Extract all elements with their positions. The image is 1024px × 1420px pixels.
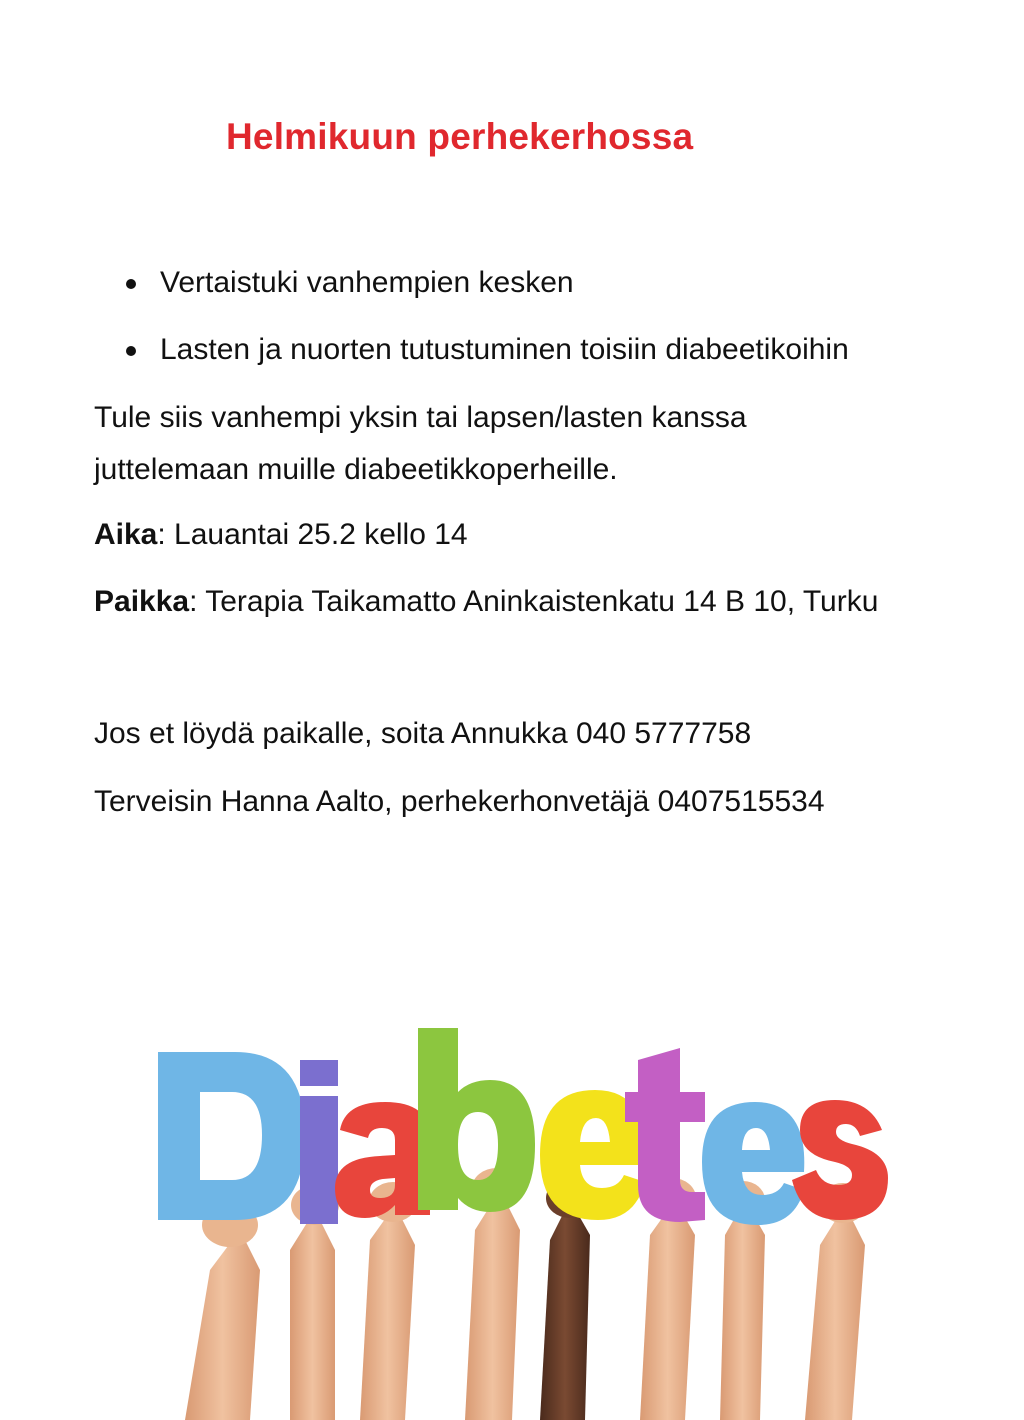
time-value: : Lauantai 25.2 kello 14 (157, 518, 468, 551)
time-line (94, 509, 468, 561)
invitation-paragraph (94, 392, 747, 496)
place-label: Paikka (94, 585, 190, 618)
page-title: Helmikuun perhekerhossa (226, 116, 694, 157)
letters-group (158, 1028, 888, 1225)
greeting-line: Terveisin Hanna Aalto, perhekerhonvetäjä 0407515534 (94, 785, 825, 818)
time-label: Aika (94, 518, 158, 551)
list-item (126, 327, 849, 373)
place-value: : Terapia Taikamatto Aninkaistenkatu 14 B 10, Turku (189, 585, 879, 618)
bullet-icon (126, 279, 136, 289)
list-item-text: Vertaistuki vanhempien kesken (160, 266, 574, 299)
place-line (94, 576, 878, 628)
bullet-icon (126, 346, 136, 356)
list-item-text: Lasten ja nuorten tutustuminen toisiin diabeetikoihin (160, 333, 849, 366)
topic-list (126, 260, 849, 394)
list-item (126, 260, 849, 306)
letter-d-shape (158, 1052, 305, 1220)
diabetes-letters-illustration (140, 1020, 900, 1420)
contact-line: Jos et löydä paikalle, soita Annukka 040 5777758 (94, 717, 752, 750)
invitation-line-1: Tule siis vanhempi yksin tai lapsen/lasten kanssa (94, 401, 747, 434)
invitation-line-2: juttelemaan muille diabeetikkoperheille. (94, 453, 618, 486)
